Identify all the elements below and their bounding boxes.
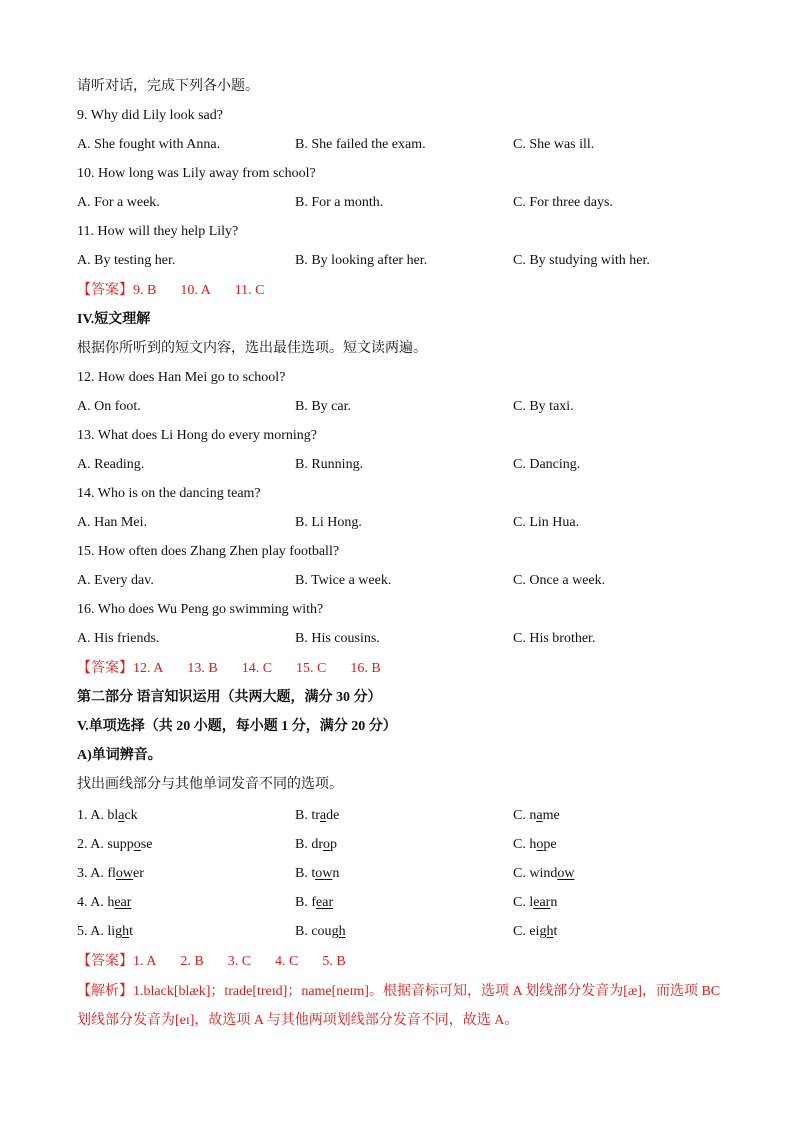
option-12-c: C. By taxi. [513, 399, 574, 414]
option-16-c: C. His brother. [513, 631, 596, 646]
phonics-2-c: C. hope [513, 837, 557, 852]
option-9-a: A. She fought with Anna. [77, 137, 221, 152]
option-11-b: B. By looking after her. [295, 253, 428, 268]
phonics-3-b: B. town [295, 866, 340, 881]
section3-intro: 请听对话，完成下列各小题。 [77, 79, 259, 94]
answer-label: 【答案】 [77, 954, 133, 969]
analysis-paragraph [77, 977, 727, 1035]
sectionA-title: A)单词辨音。 [77, 748, 162, 763]
analysis-text: 1.black[blæk]；trade[treɪd]；name[neɪm]。根据音标可知，选项 A 划线部分发音为[æ]，而选项 BC 划线部分发音为[eɪ]，故选项 A 与其他两项划线部分发音不同，故选 A。 [77, 984, 721, 1028]
answer-label: 【答案】 [77, 283, 133, 298]
answer-item: 14. C [241, 661, 273, 676]
option-12-b: B. By car. [295, 399, 351, 414]
option-14-b: B. Li Hong. [295, 515, 362, 530]
option-15-a: A. Every dav. [77, 573, 154, 588]
answer-item: 16. B [350, 661, 381, 676]
option-14-c: C. Lin Hua. [513, 515, 580, 530]
question-14: 14. Who is on the dancing team? [77, 486, 261, 501]
option-13-c: C. Dancing. [513, 457, 581, 472]
phonics-4-b: B. fear [295, 895, 334, 910]
answer-item: 4. C [275, 954, 299, 969]
question-16: 16. Who does Wu Peng go swimming with? [77, 602, 324, 617]
option-10-a: A. For a week. [77, 195, 160, 210]
question-9: 9. Why did Lily look sad? [77, 108, 223, 123]
phonics-1-c: C. name [513, 808, 560, 823]
answer-item: 9. B [133, 283, 157, 298]
question-12: 12. How does Han Mei go to school? [77, 370, 286, 385]
answer-item: 5. B [322, 954, 346, 969]
section4-intro: 根据你所听到的短文内容，选出最佳选项。短文读两遍。 [77, 341, 427, 356]
answer-item: 1. A [133, 954, 157, 969]
answer-item: 13. B [187, 661, 218, 676]
phonics-1-b: B. trade [295, 808, 340, 823]
part2-title: 第二部分 语言知识运用（共两大题，满分 30 分） [77, 690, 382, 705]
option-13-b: B. Running. [295, 457, 364, 472]
question-13: 13. What does Li Hong do every morning? [77, 428, 318, 443]
answer-key-9-11 [77, 280, 265, 302]
answer-item: 12. A [133, 661, 164, 676]
answer-item: 10. A [180, 283, 211, 298]
option-13-a: A. Reading. [77, 457, 145, 472]
phonics-5-b: B. cough [295, 924, 346, 939]
phonics-3-a: 3. A. flower [77, 866, 144, 881]
option-14-a: A. Han Mei. [77, 515, 147, 530]
sectionA-intro: 找出画线部分与其他单词发音不同的选项。 [77, 777, 343, 792]
section5-title: V.单项选择（共 20 小题，每小题 1 分，满分 20 分） [77, 719, 397, 734]
phonics-1-a: 1. A. black [77, 808, 138, 823]
option-9-b: B. She failed the exam. [295, 137, 426, 152]
option-12-a: A. On foot. [77, 399, 141, 414]
answer-key-12-16 [77, 658, 381, 680]
answer-item: 15. C [296, 661, 327, 676]
question-10: 10. How long was Lily away from school? [77, 166, 316, 181]
option-15-c: C. Once a week. [513, 573, 606, 588]
phonics-4-c: C. learn [513, 895, 558, 910]
answer-item: 3. C [227, 954, 252, 969]
answer-label: 【答案】 [77, 661, 133, 676]
phonics-3-c: C. window [513, 866, 575, 881]
phonics-2-a: 2. A. suppose [77, 837, 153, 852]
phonics-2-b: B. drop [295, 837, 338, 852]
phonics-5-c: C. eight [513, 924, 558, 939]
option-11-c: C. By studying with her. [513, 253, 650, 268]
answer-key-phonics [77, 951, 346, 973]
option-10-c: C. For three days. [513, 195, 613, 210]
option-16-b: B. His cousins. [295, 631, 380, 646]
answer-item: 2. B [180, 954, 204, 969]
section4-title: IV.短文理解 [77, 312, 151, 327]
analysis-label: 【解析】 [77, 984, 133, 999]
option-16-a: A. His friends. [77, 631, 160, 646]
phonics-4-a: 4. A. hear [77, 895, 132, 910]
answer-item: 11. C [234, 283, 265, 298]
option-10-b: B. For a month. [295, 195, 384, 210]
option-15-b: B. Twice a week. [295, 573, 392, 588]
question-15: 15. How often does Zhang Zhen play football? [77, 544, 340, 559]
phonics-5-a: 5. A. light [77, 924, 134, 939]
question-11: 11. How will they help Lily? [77, 224, 239, 239]
option-9-c: C. She was ill. [513, 137, 595, 152]
option-11-a: A. By testing her. [77, 253, 176, 268]
